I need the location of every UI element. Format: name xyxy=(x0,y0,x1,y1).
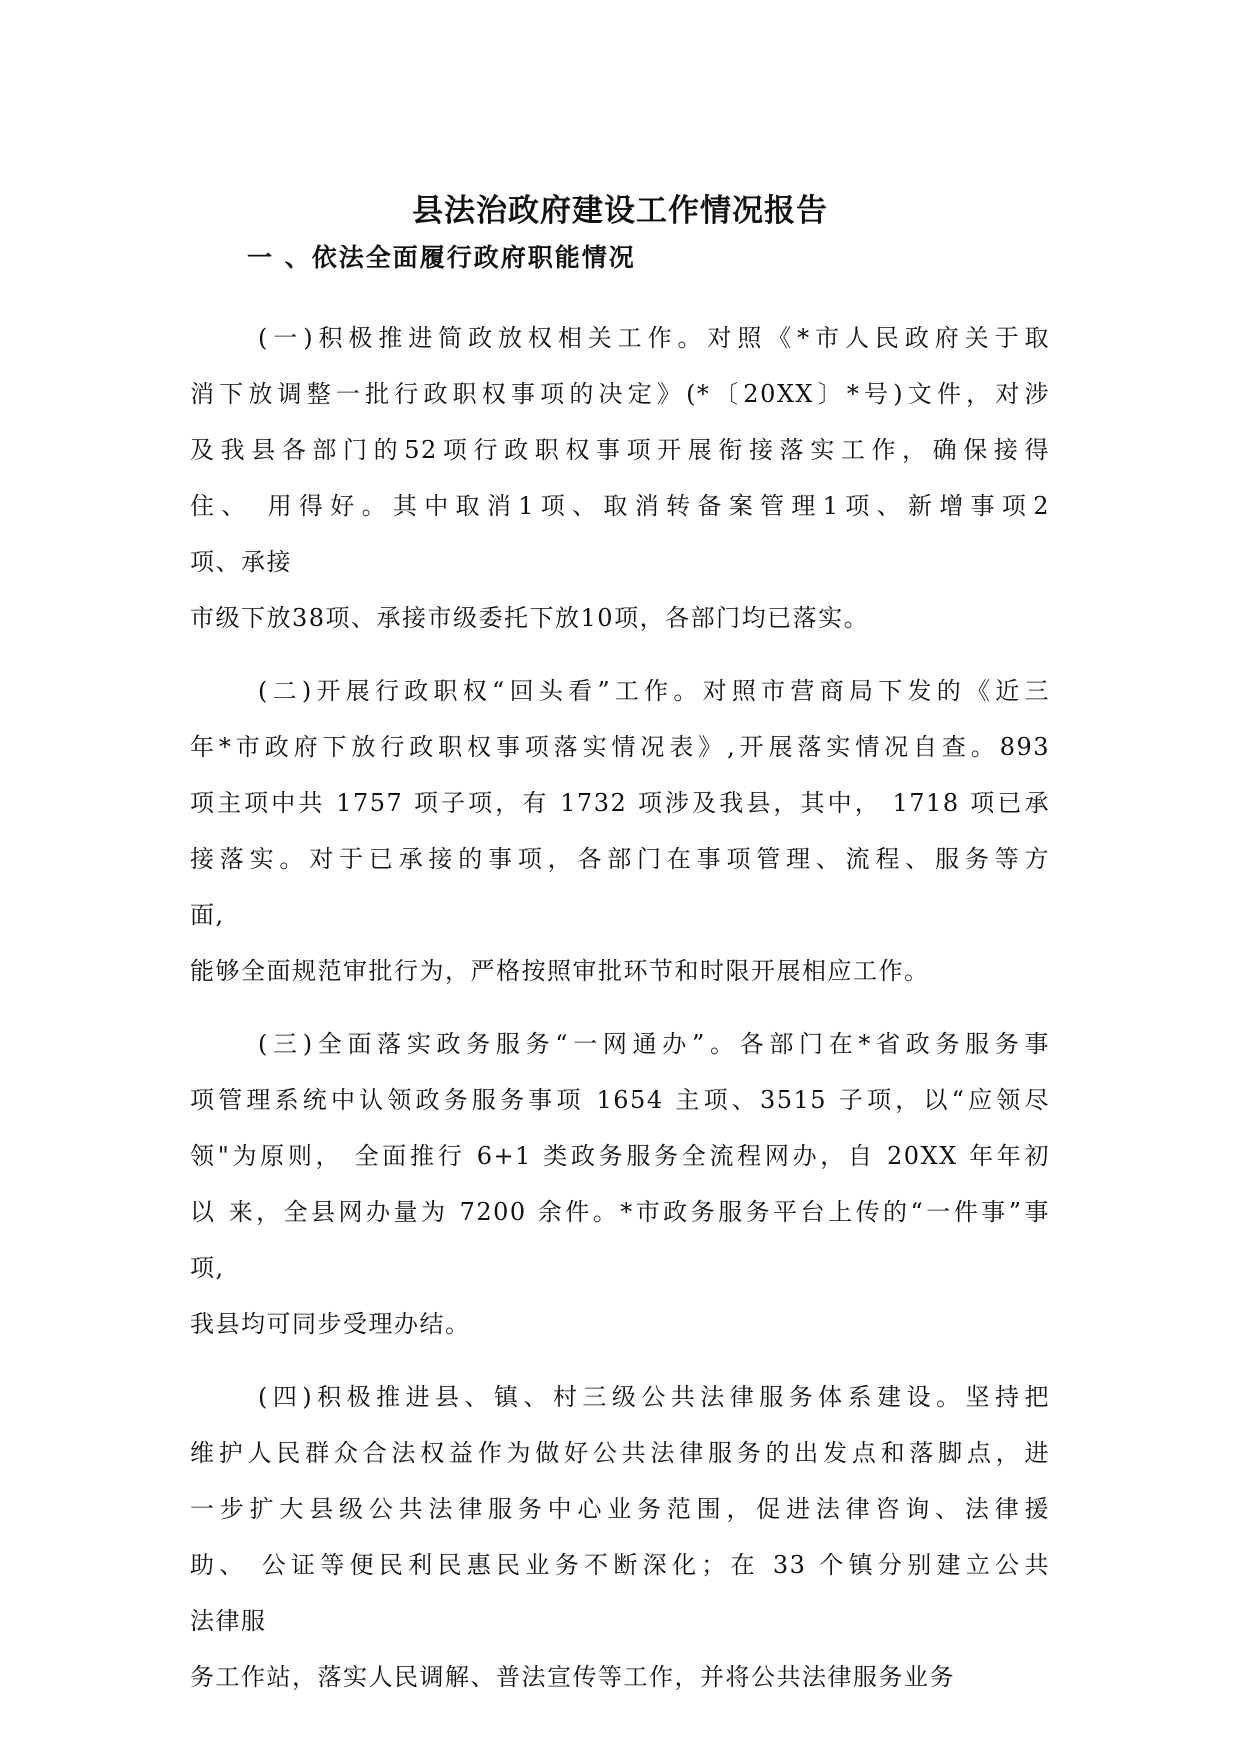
text-line: 及我县各部门的52项行政职权事项开展衔接落实工作，确保接得 xyxy=(190,436,1050,464)
text-line: 年*市政府下放行政职权事项落实情况表》,开展落实情况自查。893 xyxy=(190,733,1050,761)
text-line: 项, xyxy=(190,1254,225,1282)
text-line: 面, xyxy=(190,901,225,929)
text-line: 接落实。对于已承接的事项，各部门在事项管理、流程、服务等方 xyxy=(190,845,1050,873)
text-line: (一)积极推进简政放权相关工作。对照《*市人民政府关于取 xyxy=(258,324,1050,352)
text-line: (三)全面落实政务服务“一网通办”。各部门在*省政务服务事 xyxy=(258,1030,1050,1058)
text-line: (四)积极推进县、镇、村三级公共法律服务体系建设。坚持把 xyxy=(258,1383,1050,1411)
text-line: 助、 公证等便民利民惠民业务不断深化；在 33 个镇分别建立公共 xyxy=(190,1551,1050,1579)
text-line: 项主项中共 1757 项子项，有 1732 项涉及我县，其中， 1718 项已承 xyxy=(190,789,1050,817)
text-line: 领"为原则， 全面推行 6+1 类政务服务全流程网办，自 20XX 年年初 xyxy=(190,1142,1050,1170)
text-line: 以 来，全县网办量为 7200 余件。*市政务服务平台上传的“一件事”事 xyxy=(190,1198,1050,1226)
text-line: 务工作站，落实人民调解、普法宣传等工作，并将公共法律服务业务 xyxy=(190,1663,955,1691)
text-line: 项、承接 xyxy=(190,548,292,576)
document-body xyxy=(190,310,1050,1705)
text-line: 我县均可同步受理办结。 xyxy=(190,1310,471,1338)
text-line: (二)开展行政职权“回头看”工作。对照市营商局下发的《近三 xyxy=(258,677,1050,705)
text-line: 住、 用得好。其中取消1项、取消转备案管理1项、新增事项2 xyxy=(190,492,1050,520)
text-line: 能够全面规范审批行为，严格按照审批环节和时限开展相应工作。 xyxy=(190,957,930,985)
section-heading: 一 、依法全面履行政府职能情况 xyxy=(247,243,636,272)
text-line: 法律服 xyxy=(190,1607,267,1635)
text-line: 消下放调整一批行政职权事项的决定》(*〔20XX〕*号)文件，对涉 xyxy=(190,380,1050,408)
text-line: 市级下放38项、承接市级委托下放10项，各部门均已落实。 xyxy=(190,604,870,632)
text-line: 一步扩大县级公共法律服务中心业务范围，促进法律咨询、法律援 xyxy=(190,1495,1050,1523)
text-line: 项管理系统中认领政务服务事项 1654 主项、3515 子项，以“应领尽 xyxy=(190,1086,1050,1114)
text-line: 维护人民群众合法权益作为做好公共法律服务的出发点和落脚点，进 xyxy=(190,1439,1050,1467)
document-title: 县法治政府建设工作情况报告 xyxy=(412,193,828,229)
